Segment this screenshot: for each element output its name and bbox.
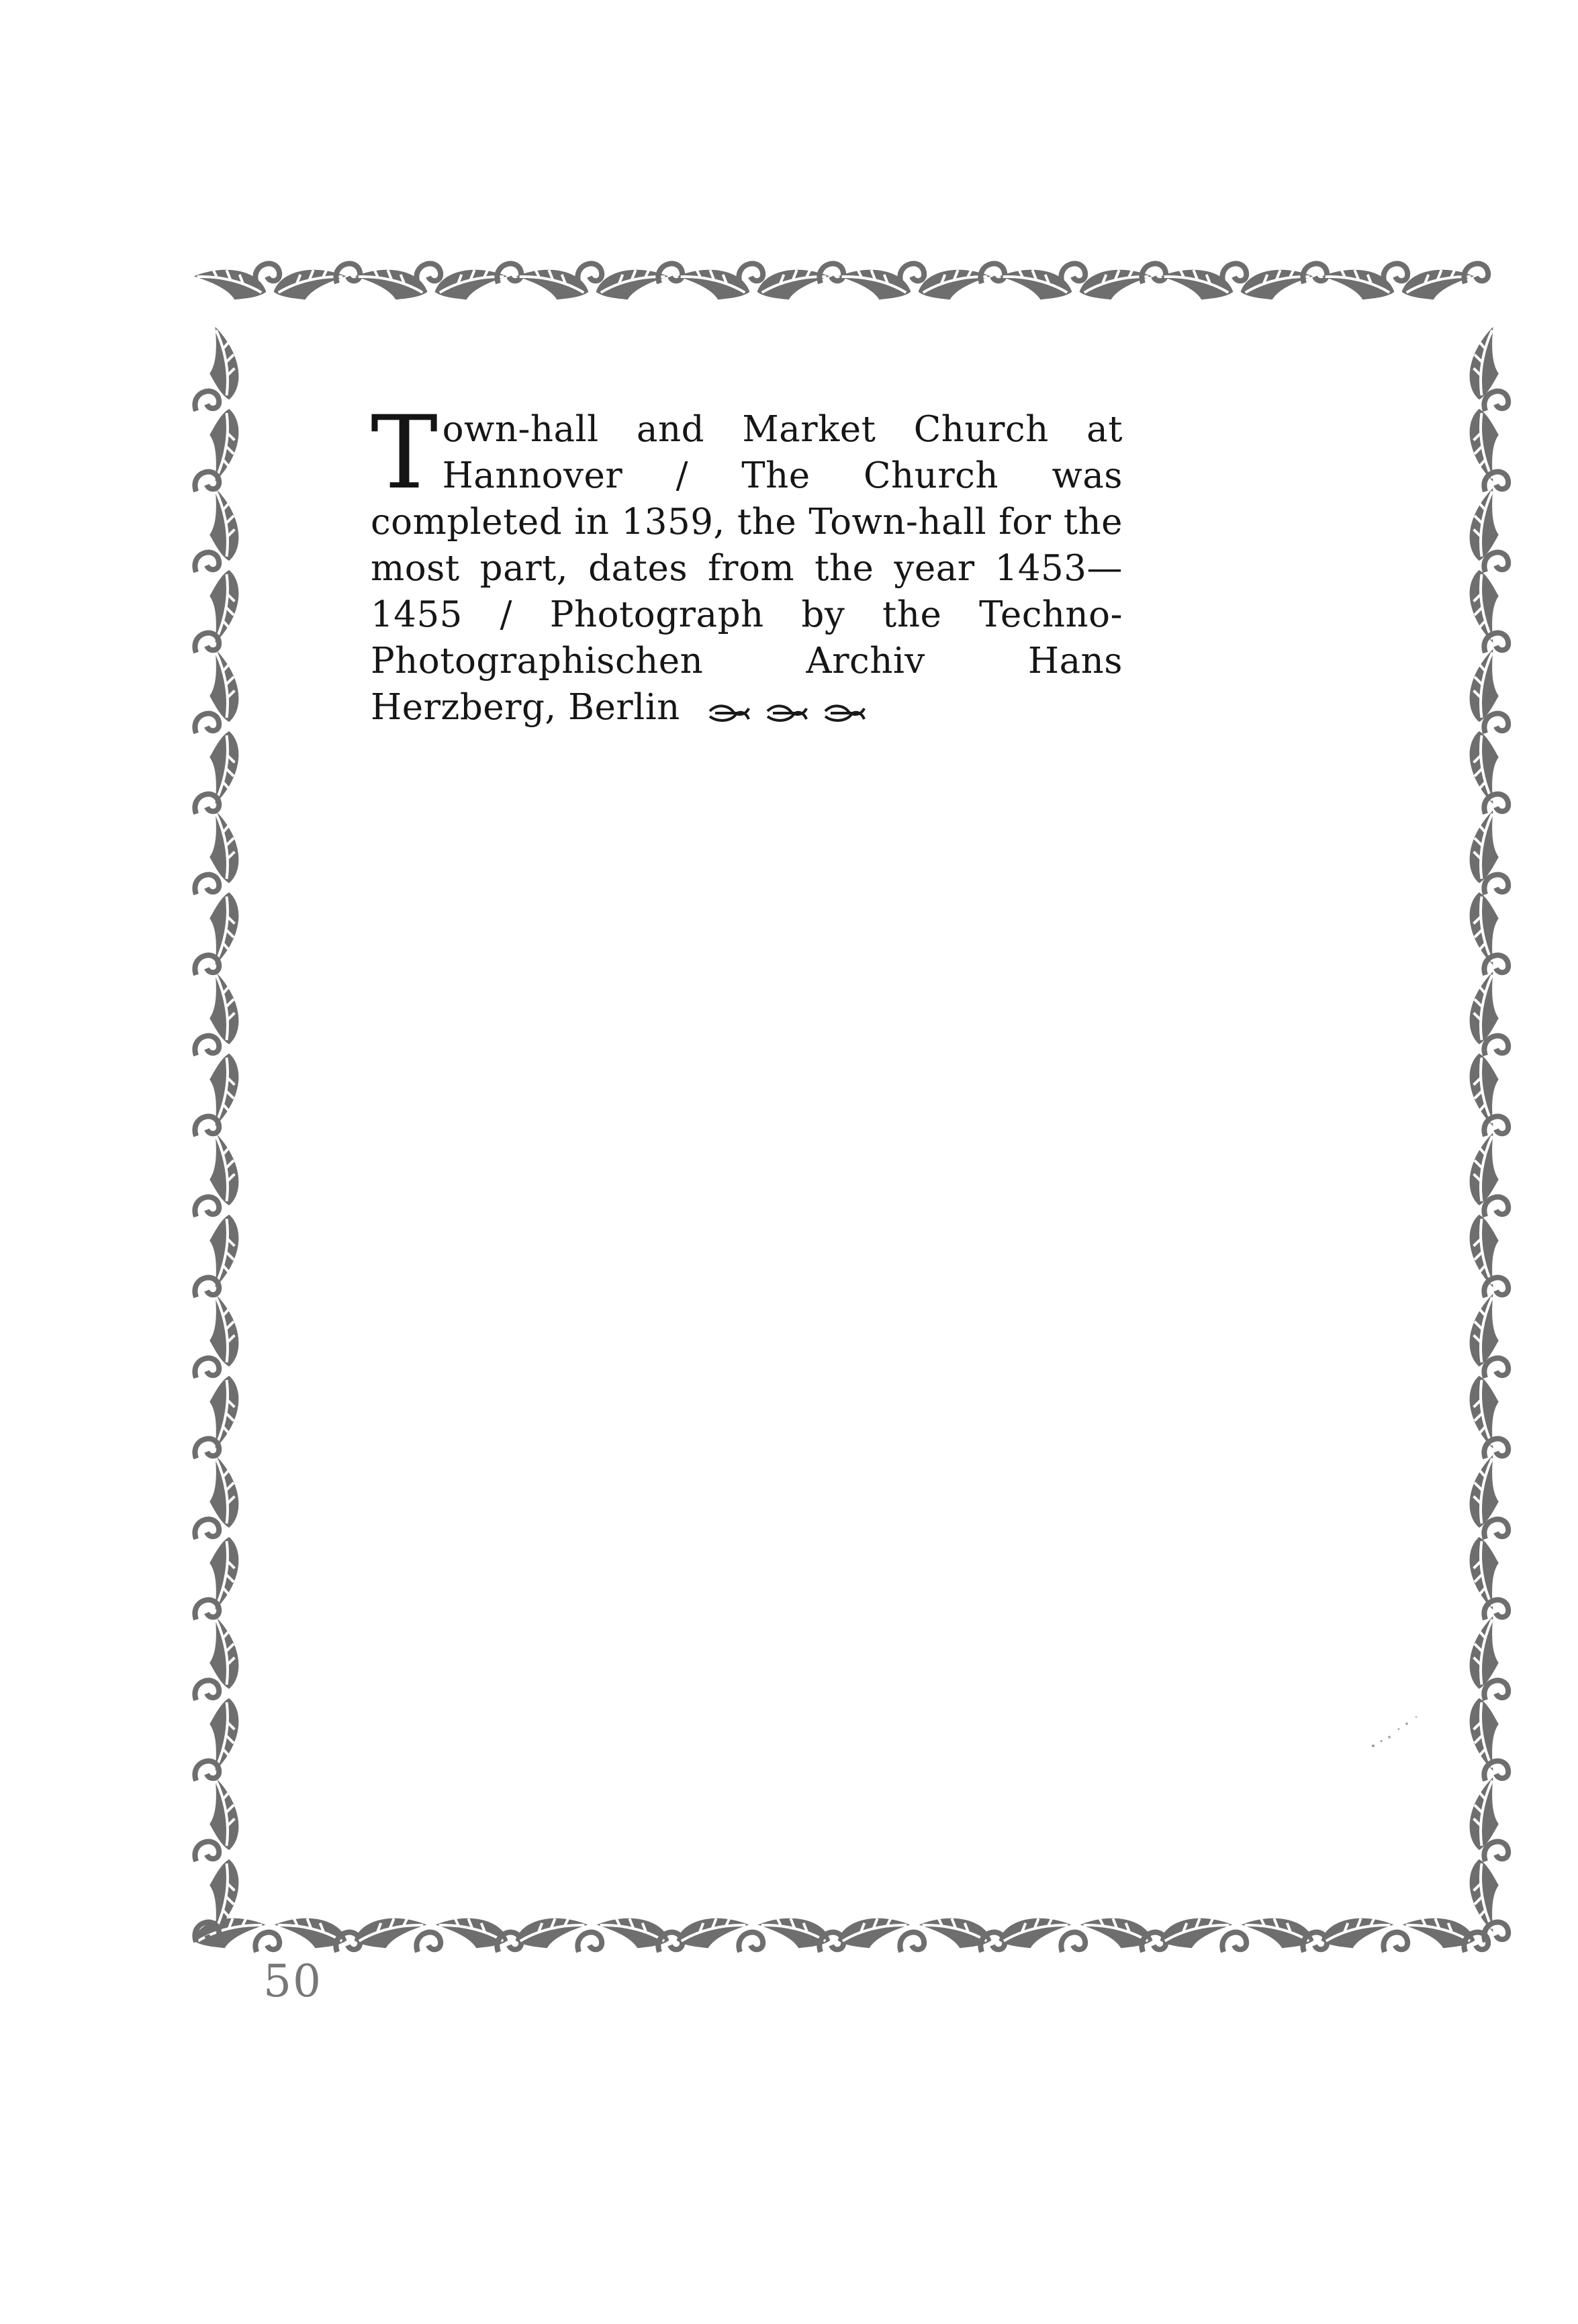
vine-curl-icon bbox=[1383, 1933, 1407, 1952]
vine-curl-icon bbox=[1484, 633, 1508, 653]
vine-curl-icon bbox=[195, 553, 219, 572]
vine-curl-icon bbox=[577, 264, 602, 283]
caption-body: own-hall and Market Church at Hannover / The Church was completed in 1359, the Town-hall for the most part, dates from the year 1453—1455 / Photograph by the Techno-Photographischen Archiv Hans Herzberg, Berlin bbox=[371, 409, 1123, 728]
vine-curl-icon bbox=[1303, 264, 1327, 283]
vine-curl-icon bbox=[195, 875, 219, 894]
vine-curl-icon bbox=[1484, 553, 1508, 572]
vine-curl-icon bbox=[497, 264, 521, 283]
vine-curl-icon bbox=[1464, 264, 1488, 283]
vine-curl-icon bbox=[1484, 472, 1508, 492]
vine-curl-icon bbox=[336, 264, 360, 283]
vine-curl-icon bbox=[900, 1933, 924, 1952]
vine-curl-icon bbox=[1383, 264, 1407, 283]
vine-curl-icon bbox=[1142, 264, 1166, 283]
vine-curl-icon bbox=[1484, 1600, 1508, 1620]
vine-curl-icon bbox=[900, 264, 924, 283]
vine-curl-icon bbox=[195, 391, 219, 411]
vine-curl-icon bbox=[1222, 264, 1246, 283]
vine-curl-icon bbox=[195, 1358, 219, 1378]
vine-curl-icon bbox=[577, 1933, 602, 1952]
vine-curl-icon bbox=[1484, 1520, 1508, 1539]
vine-curl-icon bbox=[1484, 875, 1508, 894]
vine-curl-icon bbox=[1061, 264, 1085, 283]
vine-curl-icon bbox=[195, 1197, 219, 1217]
vine-curl-icon bbox=[1484, 1681, 1508, 1700]
vine-curl-icon bbox=[1484, 956, 1508, 975]
print-speck-marks bbox=[1366, 1709, 1427, 1756]
fleuron-ornament-icon bbox=[708, 703, 750, 723]
vine-curl-icon bbox=[416, 1933, 440, 1952]
vine-curl-icon bbox=[255, 264, 279, 283]
vine-curl-icon bbox=[1484, 714, 1508, 733]
vine-curl-icon bbox=[416, 264, 440, 283]
vine-curl-icon bbox=[255, 1933, 279, 1952]
vine-curl-icon bbox=[1484, 1117, 1508, 1136]
vine-curl-icon bbox=[195, 1520, 219, 1539]
vine-curl-icon bbox=[1484, 1197, 1508, 1217]
vine-curl-icon bbox=[195, 714, 219, 733]
vine-curl-icon bbox=[1484, 1036, 1508, 1056]
vine-curl-icon bbox=[980, 264, 1005, 283]
vine-curl-icon bbox=[1061, 1933, 1085, 1952]
vine-curl-icon bbox=[819, 264, 843, 283]
vine-curl-icon bbox=[195, 1036, 219, 1056]
vine-curl-icon bbox=[1484, 794, 1508, 814]
caption-text bbox=[371, 395, 1123, 733]
fleuron-ornaments bbox=[692, 687, 866, 733]
vine-curl-icon bbox=[195, 1681, 219, 1700]
vine-curl-icon bbox=[1484, 1358, 1508, 1378]
vine-curl-icon bbox=[739, 1933, 763, 1952]
fleuron-ornament-icon bbox=[824, 703, 866, 723]
vine-curl-icon bbox=[658, 264, 682, 283]
vine-curl-icon bbox=[1484, 1761, 1508, 1781]
page-number: 50 bbox=[263, 1955, 322, 2007]
vine-curl-icon bbox=[195, 1842, 219, 1861]
drop-cap: T bbox=[371, 395, 438, 512]
vine-curl-icon bbox=[1222, 1933, 1246, 1952]
vine-curl-icon bbox=[1484, 1439, 1508, 1458]
vine-curl-icon bbox=[1484, 1278, 1508, 1297]
vine-curl-icon bbox=[1484, 391, 1508, 411]
vine-curl-icon bbox=[1484, 1842, 1508, 1861]
fleuron-ornament-icon bbox=[766, 703, 808, 723]
vine-curl-icon bbox=[739, 264, 763, 283]
